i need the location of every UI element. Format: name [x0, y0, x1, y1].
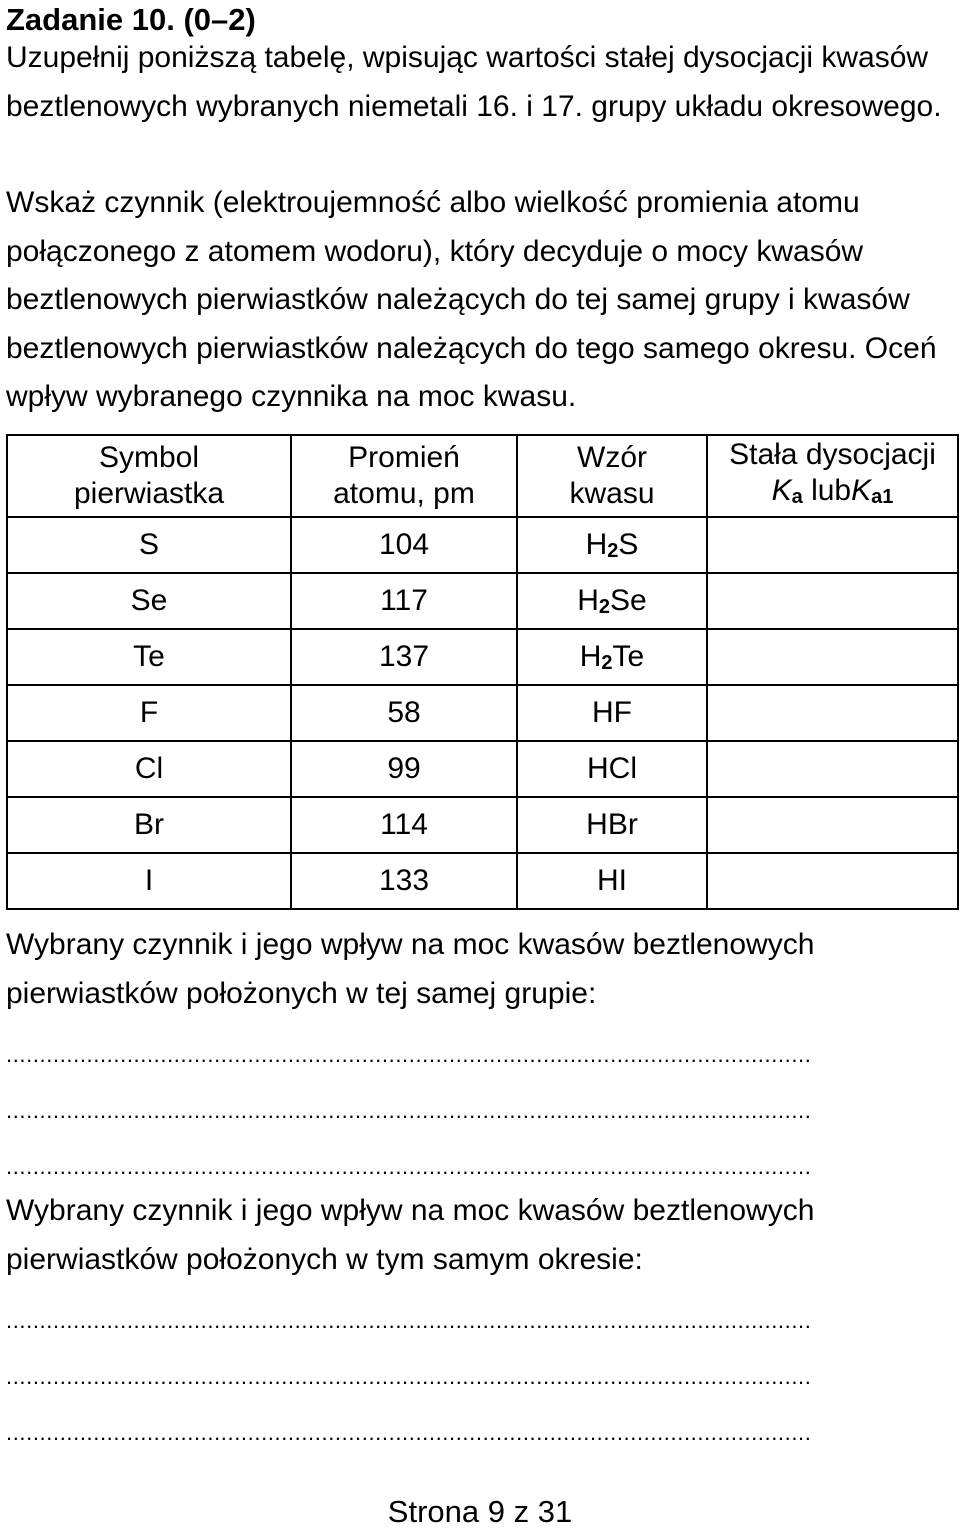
cell-symbol: Se	[7, 573, 291, 629]
header-formula-line1: Wzór	[577, 441, 647, 474]
table-row	[7, 517, 958, 573]
acid-table	[6, 434, 959, 910]
formula-main: H	[579, 639, 602, 673]
header-constant-line1: Stała dysocjacji	[729, 438, 936, 471]
cell-symbol: Te	[7, 629, 291, 685]
cell-constant-answer[interactable]	[707, 797, 958, 853]
formula-rest: Te	[612, 639, 645, 673]
header-radius	[291, 435, 517, 517]
task-title: Zadanie 10. (0–2)	[6, 2, 256, 37]
cell-symbol: I	[7, 853, 291, 909]
header-constant-or: lub	[811, 474, 852, 507]
cell-constant-answer[interactable]	[707, 629, 958, 685]
group-answer-line[interactable]: ........................................................................................................................	[6, 1098, 812, 1123]
formula-main: HCl	[587, 751, 637, 785]
group-answer-label: Wybrany czynnik i jego wpływ na moc kwasów beztlenowych pierwiastków położonych w tej samej grupie:	[6, 928, 815, 1010]
task-instruction: Wskaż czynnik (elektroujemność albo wielkość promienia atomu połączonego z atomem wodoru), który decyduje o mocy kwasów beztlenowych pierwiastków należących do tej samej grupy i kwasów beztlenowych pierwiastków należących do tego samego okresu. Oceń wpływ wybranego czynnika na moc kwasu.	[6, 186, 937, 413]
period-answer-line[interactable]: ........................................................................................................................	[6, 1364, 812, 1389]
cell-formula	[517, 685, 707, 741]
period-answer-line[interactable]: ........................................................................................................................	[6, 1420, 812, 1445]
cell-formula	[517, 853, 707, 909]
group-answer-line[interactable]: ........................................................................................................................	[6, 1154, 812, 1179]
cell-constant-answer[interactable]	[707, 853, 958, 909]
period-answer-label: Wybrany czynnik i jego wpływ na moc kwasów beztlenowych pierwiastków położonych w tym samym okresie:	[6, 1194, 815, 1276]
cell-radius: 137	[291, 629, 517, 685]
header-formula	[517, 435, 707, 517]
formula-main: H	[577, 583, 599, 617]
header-constant-k2: K	[851, 474, 872, 507]
cell-formula	[517, 517, 707, 573]
header-symbol-line1: Symbol	[98, 441, 200, 474]
page-number: Strona 9 z 31	[387, 1494, 573, 1529]
formula-subscript: 2	[601, 651, 613, 674]
cell-constant-answer[interactable]	[707, 517, 958, 573]
table-row	[7, 573, 958, 629]
cell-radius: 117	[291, 573, 517, 629]
formula-main: HI	[597, 863, 627, 897]
table-header-row	[7, 435, 958, 517]
cell-symbol: Br	[7, 797, 291, 853]
header-constant-sub2: a1	[871, 486, 894, 508]
table-row	[7, 685, 958, 741]
task-intro: Uzupełnij poniższą tabelę, wpisując wartości stałej dysocjacji kwasów beztlenowych wybranych niemetali 16. i 17. grupy układu okresowego.	[6, 41, 942, 123]
formula-main: HBr	[586, 807, 638, 841]
header-radius-line1: Promień	[348, 441, 460, 474]
period-answer-line[interactable]: ........................................................................................................................	[6, 1308, 812, 1333]
cell-formula	[517, 741, 707, 797]
group-answer-line[interactable]: ........................................................................................................................	[6, 1042, 812, 1067]
cell-radius: 133	[291, 853, 517, 909]
formula-subscript: 2	[598, 595, 611, 618]
cell-symbol: S	[7, 517, 291, 573]
formula-rest: Se	[610, 583, 647, 617]
table-row	[7, 853, 958, 909]
cell-constant-answer[interactable]	[707, 741, 958, 797]
header-constant	[707, 435, 958, 517]
header-radius-line2: atomu, pm	[333, 477, 475, 510]
cell-constant-answer[interactable]	[707, 573, 958, 629]
table-row	[7, 741, 958, 797]
cell-radius: 99	[291, 741, 517, 797]
header-symbol-line2: pierwiastka	[73, 477, 225, 510]
formula-rest: S	[618, 527, 639, 561]
cell-radius: 104	[291, 517, 517, 573]
cell-formula	[517, 797, 707, 853]
cell-formula	[517, 629, 707, 685]
header-formula-line2: kwasu	[569, 477, 655, 510]
cell-radius: 114	[291, 797, 517, 853]
table-row	[7, 797, 958, 853]
cell-constant-answer[interactable]	[707, 685, 958, 741]
cell-symbol: F	[7, 685, 291, 741]
formula-main: HF	[592, 695, 632, 729]
cell-radius: 58	[291, 685, 517, 741]
cell-formula	[517, 573, 707, 629]
header-symbol	[7, 435, 291, 517]
formula-main: H	[585, 527, 608, 561]
header-constant-sub1: a	[791, 486, 803, 508]
cell-symbol: Cl	[7, 741, 291, 797]
table-row	[7, 629, 958, 685]
header-constant-k1: K	[771, 474, 792, 507]
formula-subscript: 2	[607, 539, 619, 562]
